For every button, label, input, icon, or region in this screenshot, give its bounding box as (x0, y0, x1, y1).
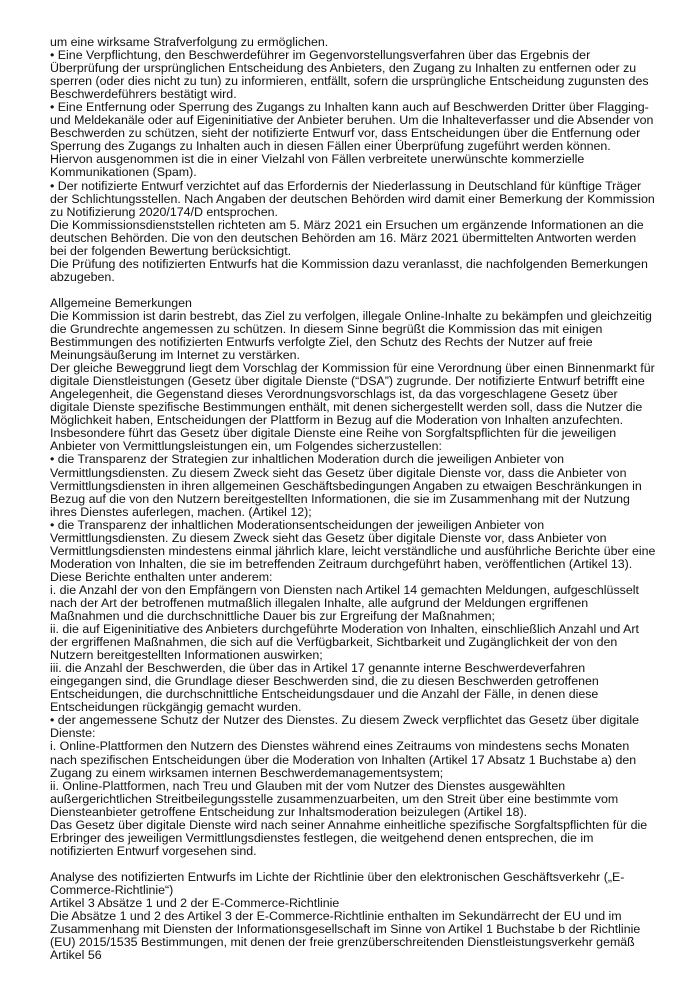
paragraph: Artikel 3 Absätze 1 und 2 der E-Commerce-Richtlinie (50, 896, 340, 910)
paragraph: Die Kommission ist darin bestrebt, das Ziel zu verfolgen, illegale Online-Inhalte zu bekämpfen und gleichzeitig die Grundrechte angemessen zu schützen. In diesem Sinne begrüßt die Kommission das mit einigen Bestimmungen des notifizierten Entwurfs verfolgte Ziel, den Schutz des Rechts der Nutzer auf freie Meinungsäußerung im Internet zu verstärken. (50, 308, 652, 363)
paragraph: ii. Online-Plattformen, nach Treu und Glauben mit der vom Nutzer des Dienstes ausgewählten außergerichtlichen Streitbeilegungsstelle zusammenzuarbeiten, um den Streit über eine bestimmte vom Diensteanbieter getroffene Entscheidung zur Inhaltsmoderation beizulegen (Artikel 18). (50, 778, 619, 819)
paragraph: Der gleiche Beweggrund liegt dem Vorschlag der Kommission für eine Verordnung über einen Binnenmarkt für digitale Dienstleistungen (Gesetz über digitale Dienste (“DSA”) zugrunde. Der notifizierte Entwurf betrifft eine Angelegenheit, die Gegenstand dieses Verordnungsvorschlags ist, da das vorgeschlagene Gesetz über digitale Dienste spezifische Bestimmungen enthält, mit denen sichergestellt werden soll, dass die Nutzer die Möglichkeit haben, Entscheidungen der Plattform in Bezug auf die Moderation von Inhalten anzufechten. Insbesondere führt das Gesetz über digitale Dienste eine Reihe von Sorgfaltspflichten für die jeweiligen Anbieter von Vermittlungsleistungen ein, um Folgendes sicherzustellen: (50, 361, 655, 454)
paragraph: • Der notifizierte Entwurf verzichtet auf das Erfordernis der Niederlassung in Deutschland für künftige Träger der Schlichtungsstellen. Nach Angaben der deutschen Behörden wird damit einer Bemerkung der Kommission zu Notifizierung 2020/174/D entsprochen. (50, 178, 655, 219)
document-body (50, 36, 656, 962)
paragraph-spacer (50, 284, 656, 297)
paragraph: Allgemeine Bemerkungen (50, 295, 192, 310)
paragraph: • die Transparenz der inhaltlichen Moderationsentscheidungen der jeweiligen Anbieter von Vermittlungsdiensten. Zu diesem Zweck sieht das Gesetz über digitale Dienste vor, dass Anbieter von Vermittlungsdiensten mindestens einmal jährlich klare, leicht verständliche und ausführliche Berichte über eine Moderation von Inhalten, die sie im betreffenden Zeitraum durchgeführt haben, veröffentlichen (Artikel 13). Diese Berichte enthalten unter anderem: (50, 517, 656, 584)
paragraph: Analyse des notifizierten Entwurfs im Lichte der Richtlinie über den elektronischen Geschäftsverkehr („E-Commerce-Richtlinie“) (50, 869, 625, 897)
paragraph: i. die Anzahl der von den Empfängern von Diensten nach Artikel 14 gemachten Meldungen, aufgeschlüsselt nach der Art der betroffenen mutmaßlich illegalen Inhalte, alle aufgrund der Meldungen ergriffenen Maßnahmen und die durchschnittliche Dauer bis zur Ergreifung der Maßnahmen; (50, 582, 639, 624)
paragraph: Die Prüfung des notifizierten Entwurfs hat die Kommission dazu veranlasst, die nachfolgenden Bemerkungen abzugeben. (50, 256, 648, 284)
paragraph: i. Online-Plattformen den Nutzern des Dienstes während eines Zeitraums von mindestens sechs Monaten nach spezifischen Entscheidungen über die Moderation von Inhalten (Artikel 17 Absatz 1 Buchstabe a) den Zugang zu einem wirksamen internen Beschwerdemanagementsystem; (50, 739, 637, 780)
paragraph: • die Transparenz der Strategien zur inhaltlichen Moderation durch die jeweiligen Anbieter von Vermittlungsdiensten. Zu diesem Zweck sieht das Gesetz über digitale Dienste vor, dass die Anbieter von Vermittlungsdiensten in ihren allgemeinen Geschäftsbedingungen Angaben zu etwaigen Beschränkungen in Bezug auf die von den Nutzern bereitgestellten Informationen, die sie im Zusammenhang mit der Nutzung ihres Dienstes auferlegen, machen. (Artikel 12); (50, 452, 642, 519)
paragraph: Die Absätze 1 und 2 des Artikel 3 der E-Commerce-Richtlinie enthalten im Sekundärrecht der EU und im Zusammenhang mit Diensten der Informationsgesellschaft im Sinne von Artikel 1 Buchstabe b der Richtlinie (EU) 2015/1535 Bestimmungen, mit denen der freie grenzüberschreitenden Dienstleistungsverkehr gemäß Artikel 56 (50, 909, 641, 963)
paragraph: • Eine Entfernung oder Sperrung des Zugangs zu Inhalten kann auch auf Beschwerden Dritter über Flagging- und Meldekanäle oder auf Eigeninitiative der Anbieter beruhen. Um die Inhalteverfasser und die Absender von Beschwerden zu schützen, sieht der notifizierte Entwurf vor, dass Entscheidungen über die Entfernung oder Sperrung des Zugangs zu Inhalten auch in diesen Fällen einer Überprüfung zugeführt werden können. Hiervon ausgenommen ist die in einer Vielzahl von Fällen verbreitete unerwünschte kommerzielle Kommunikationen (Spam). (50, 100, 654, 180)
paragraph: Das Gesetz über digitale Dienste wird nach seiner Annahme einheitliche spezifische Sorgfaltspflichten für die Erbringer des jeweiligen Vermittlungsdienstes festlegen, die weitgehend denen entsprechen, die im notifizierten Entwurf vorgesehen sind. (50, 817, 648, 858)
paragraph-spacer (50, 858, 656, 871)
paragraph: • Eine Verpflichtung, den Beschwerdeführer im Gegenvorstellungsverfahren über das Ergebnis der Überprüfung der ursprünglichen Entscheidung des Anbieters, den Zugang zu Inhalten zu entfernen oder zu sperren (oder dies nicht zu tun) zu informieren, entfällt, sofern die ursprüngliche Entscheidung zugunsten des Beschwerdeführers bestätigt wird. (50, 48, 649, 102)
paragraph: iii. die Anzahl der Beschwerden, die über das in Artikel 17 genannte interne Beschwerdeverfahren eingegangen sind, die Grundlage dieser Beschwerden sind, die zu diesen Beschwerden getroffenen Entscheidungen, die durchschnittliche Entscheidungsdauer und die Anzahl der Fälle, in denen diese Entscheidungen rückgängig gemacht wurden. (50, 661, 599, 715)
paragraph: um eine wirksame Strafverfolgung zu ermöglichen. (50, 35, 329, 49)
paragraph: ii. die auf Eigeninitiative des Anbieters durchgeführte Moderation von Inhalten, einschließlich Anzahl und Art der ergriffenen Maßnahmen, die sich auf die Verfügbarkeit, Sichtbarkeit und Zugänglichkeit der von den Nutzern bereitgestellten Informationen auswirken; (50, 622, 639, 663)
paragraph: • der angemessene Schutz der Nutzer des Dienstes. Zu diesem Zweck verpflichtet das Gesetz über digitale Dienste: (50, 713, 640, 741)
paragraph: Die Kommissionsdienststellen richteten am 5. März 2021 ein Ersuchen um ergänzende Informationen an die deutschen Behörden. Die von den deutschen Behörden am 16. März 2021 übermittelten Antworten werden bei der folgenden Bewertung berücksichtigt. (50, 217, 644, 258)
